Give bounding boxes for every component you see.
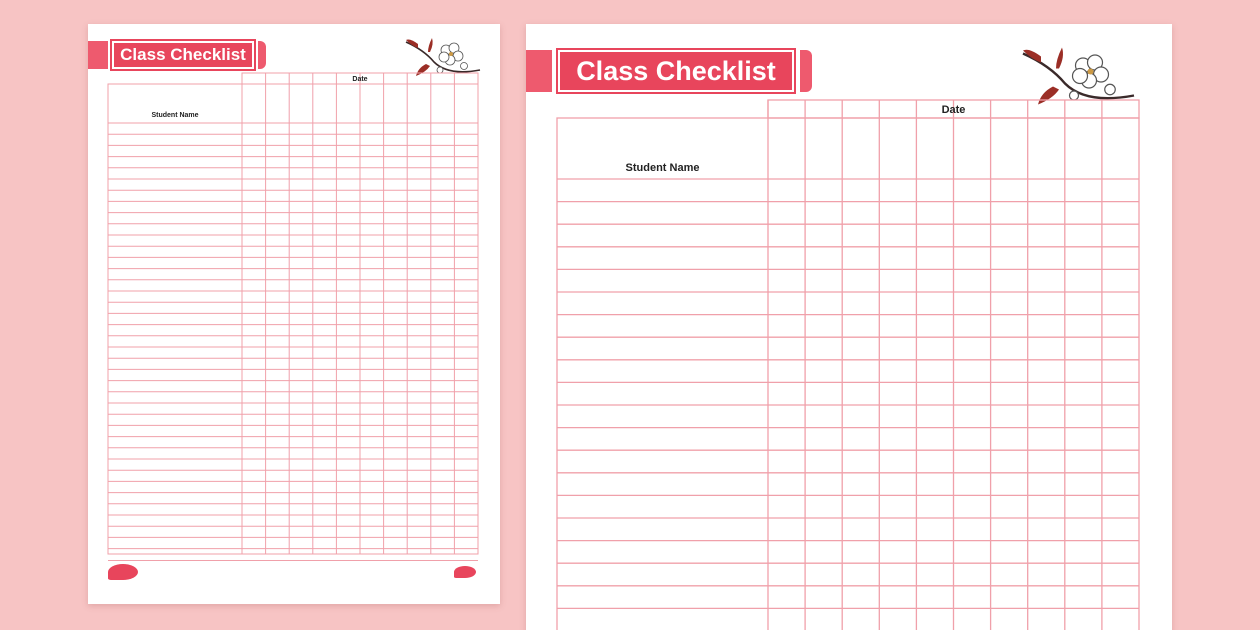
checklist-grid [526, 24, 1172, 630]
checklist-table [108, 84, 478, 554]
page-title: Class Checklist [112, 41, 254, 69]
brand-logo-icon [108, 564, 138, 580]
student-name-header: Student Name [151, 112, 199, 119]
checklist-grid [88, 24, 500, 604]
worksheet-page-small [88, 24, 500, 604]
date-header-label: Date [941, 104, 966, 116]
worksheet-page-large [526, 24, 1172, 630]
brand-logo-icon [454, 566, 476, 578]
date-header-label: Date [352, 76, 368, 83]
student-name-header: Student Name [625, 162, 700, 174]
page-title: Class Checklist [558, 50, 794, 92]
checklist-table [557, 118, 1139, 630]
